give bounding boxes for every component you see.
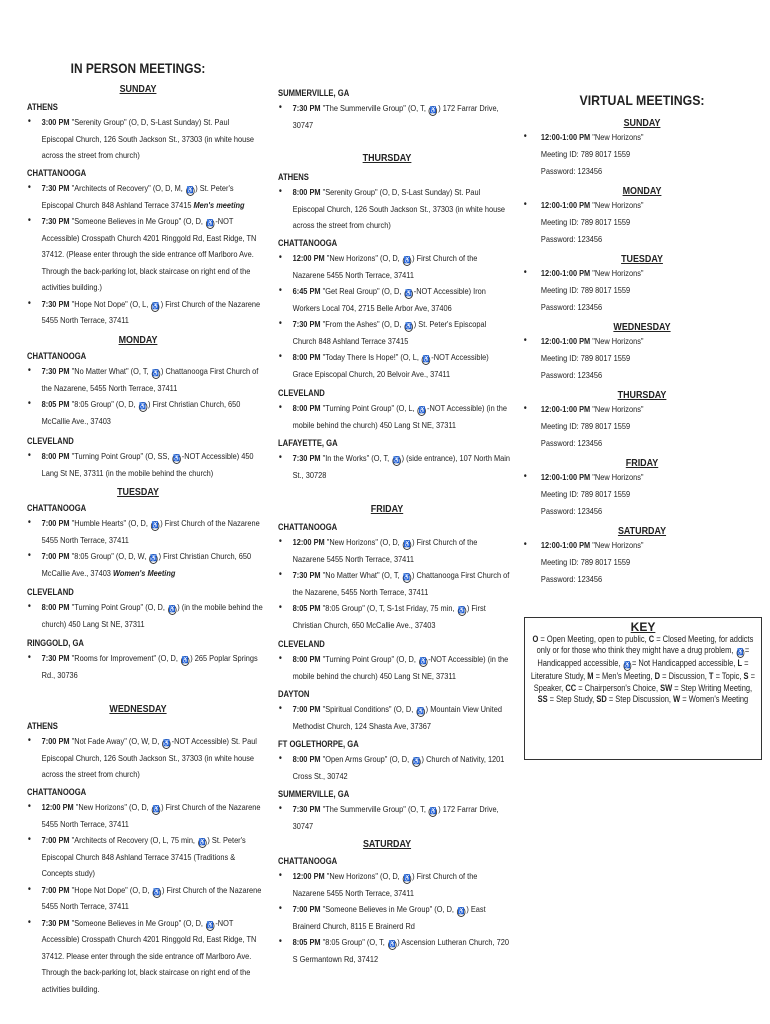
wheelchair-icon: ♿	[198, 839, 206, 846]
virtual-meeting-time: • 12:00-1:00 PM "New Horizons"	[522, 197, 770, 214]
day-heading-tuesday: TUESDAY	[117, 486, 159, 498]
wheelchair-icon: ♿	[412, 758, 420, 765]
friday-chattanooga	[278, 521, 510, 633]
in-person-title: IN PERSON MEETINGS:	[70, 61, 206, 76]
meeting-list	[278, 701, 502, 734]
meeting-id: Meeting ID: 789 8017 1559	[540, 216, 631, 227]
meeting-item: • 7:00 PM "Architects of Recovery (O, L, 75 min, ♿ ) St. Peter's Episcopal Church 848 Ashland Terrace 37415 (Traditions & Concepts study)	[27, 832, 263, 882]
city-heading: CLEVELAND	[278, 388, 325, 398]
meeting-item: • 7:00 PM "Someone Believes in Me Group" (O, D, ♿ ) East Brainerd Church, 8115 E Brainerd Rd	[278, 901, 510, 934]
meeting-list	[278, 751, 505, 784]
city-heading: CHATTANOOGA	[278, 238, 338, 248]
meeting-item: • 8:00 PM "Open Arms Group" (O, D, ♿ ) Church of Nativity, 1201 Cross St., 30742	[278, 751, 510, 784]
friday-ftoglethorpe	[278, 738, 505, 784]
meeting-list	[278, 801, 499, 834]
meeting-item: • 7:30 PM "Someone Believes in Me Group" (O, D, ♿ -NOT Accessible) Crosspath Church 4201 Ringgold Rd, East Ridge, TN 37412. Please enter through the side entrance off Marlboro Ave. Through the back-parking lot, black staircase on right end of the activities building.	[27, 915, 263, 998]
city-heading: CHATTANOOGA	[278, 522, 338, 532]
meeting-id: Meeting ID: 789 8017 1559	[540, 420, 631, 431]
wheelchair-icon: ♿	[181, 657, 189, 664]
virtual-meeting-time: • 12:00-1:00 PM "New Horizons"	[522, 401, 770, 418]
meeting-item: • 12:00 PM "New Horizons" (O, D, ♿ ) First Church of the Nazarene 5455 North Terrace, 37411	[278, 868, 510, 901]
thursday-chattanooga	[278, 237, 496, 382]
city-heading: CHATTANOOGA	[27, 787, 87, 797]
day-heading: FRIDAY	[625, 457, 659, 469]
virtual-meeting-time: • 12:00-1:00 PM "New Horizons"	[522, 469, 770, 486]
meeting-item: • 8:00 PM "Turning Point Group" (O, SS, ♿ -NOT Accessible) 450 Lang St NE, 37311 (in the mobile behind the church)	[27, 448, 263, 481]
city-heading: CHATTANOOGA	[27, 503, 87, 513]
friday-summerville	[278, 788, 499, 834]
meeting-password: Password: 123456	[540, 573, 603, 584]
wheelchair-icon: ♿	[429, 107, 437, 114]
meeting-item: • 7:00 PM "Not Fade Away" (O, W, D, ♿ -NOT Accessible) St. Paul Episcopal Church, 126 South Jackson St., 37303 (in white house across the street from church)	[27, 733, 263, 783]
city-heading: CHATTANOOGA	[27, 351, 87, 361]
meeting-item: • 7:00 PM "Hope Not Dope" (O, D, ♿ ) First Church of the Nazarene 5455 North Terrace, 37411	[27, 882, 263, 915]
meeting-item: • 7:30 PM "Hope Not Dope" (O, L, ♿ ) First Church of the Nazarene 5455 North Terrace, 37411	[27, 296, 263, 329]
key-title: KEY	[630, 620, 656, 634]
wheelchair-icon: ♿	[403, 574, 411, 581]
wheelchair-icon: ♿	[151, 522, 159, 529]
meeting-password: Password: 123456	[540, 301, 603, 312]
meeting-password: Password: 123456	[540, 437, 603, 448]
meeting-list	[27, 515, 260, 581]
virtual-meeting-time: • 12:00-1:00 PM "New Horizons"	[522, 537, 770, 554]
day-heading: TUESDAY	[621, 253, 663, 265]
wheelchair-icon: ♿	[139, 403, 147, 410]
meeting-item: • 7:30 PM "The Summerville Group" (O, T, ♿ ) 172 Farrar Drive, 30747	[278, 100, 510, 133]
city-heading: SUMMERVILLE, GA	[278, 88, 350, 98]
tuesday-ringgold	[27, 637, 258, 683]
wheelchair-icon: ♿	[405, 290, 413, 297]
virtual-meeting-time: • 12:00-1:00 PM "New Horizons"	[522, 265, 770, 282]
meeting-item: • 7:00 PM "Spiritual Conditions" (O, D, ♿ ) Mountain View United Methodist Church, 124 Shasta Ave, 37367	[278, 701, 510, 734]
meeting-item: • 7:30 PM "No Matter What" (O, T, ♿ ) Chattanooga First Church of the Nazarene, 5455 North Terrace, 37411	[27, 363, 263, 396]
meeting-list	[27, 733, 257, 783]
virtual-meeting-time: • 12:00-1:00 PM "New Horizons"	[522, 333, 770, 350]
meeting-list	[27, 599, 263, 632]
city-heading: ATHENS	[27, 102, 58, 112]
meeting-list	[278, 250, 496, 382]
wheelchair-icon: ♿	[405, 323, 413, 330]
meeting-id: Meeting ID: 789 8017 1559	[540, 488, 631, 499]
wednesday-athens	[27, 720, 257, 783]
virtual-wednesday	[522, 321, 762, 383]
wheelchair-icon: ♿	[422, 356, 430, 363]
wheelchair-icon: ♿	[153, 888, 161, 896]
meeting-item: • 8:00 PM "Serenity Group" (O, D, S-Last Sunday) St. Paul Episcopal Church, 126 South Jackson St., 37303 (in white house across the street from church)	[278, 184, 510, 234]
wheelchair-icon: ♿	[163, 740, 171, 747]
wheelchair-icon: ♿	[403, 541, 411, 548]
monday-cleveland	[27, 435, 254, 481]
meeting-id: Meeting ID: 789 8017 1559	[540, 556, 631, 567]
wheelchair-icon: ♿	[418, 407, 426, 414]
wheelchair-icon: ♿	[392, 457, 400, 464]
meeting-item: • 8:00 PM "Turning Point Group" (O, L, ♿ -NOT Accessible) (in the mobile behind the church) 450 Lang St NE, 37311	[278, 400, 510, 433]
meeting-list	[278, 651, 509, 684]
legend-key-box	[524, 617, 762, 760]
tuesday-chattanooga	[27, 502, 260, 581]
wheelchair-icon: ♿	[403, 257, 411, 264]
meeting-item: • 8:00 PM "Turning Point Group" (O, D, ♿ ) (in the mobile behind the church) 450 Lang St NE, 37311	[27, 599, 263, 632]
friday-cleveland	[278, 638, 509, 684]
sunday-chattanooga	[27, 167, 261, 329]
meeting-item: • 7:30 PM "In the Works" (O, T, ♿ ) (side entrance), 107 North Main St., 30728	[278, 450, 510, 483]
wheelchair-icon: ♿	[168, 606, 176, 613]
meeting-item: • 8:00 PM "Turning Point Group" (O, D, ♿ -NOT Accessible) (in the mobile behind the church) 450 Lang St NE, 37311	[278, 651, 510, 684]
meeting-item: • 7:30 PM "From the Ashes" (O, D, ♿ ) St. Peter's Episcopal Church 848 Ashland Terrace 37415	[278, 316, 510, 349]
city-heading: LAFAYETTE, GA	[278, 438, 338, 448]
meeting-list	[27, 363, 259, 429]
wheelchair-icon: ♿	[206, 220, 214, 227]
not-accessible-wheelchair-icon: ♿	[624, 662, 631, 670]
day-heading-thursday: THURSDAY	[362, 152, 412, 164]
day-heading: MONDAY	[622, 185, 662, 197]
meeting-item: • 12:00 PM "New Horizons" (O, D, ♿ ) First Church of the Nazarene 5455 North Terrace, 37411	[278, 534, 510, 567]
meeting-item: • 7:30 PM "Someone Believes in Me Group" (O, D, ♿ -NOT Accessible) Crosspath Church 4201 Ringgold Rd, East Ridge, TN 37412. (Please enter through the side entrance off Marlboro Ave. Through the back-parking lot, black staircase on right end of the activities building.)	[27, 213, 263, 296]
wednesday-chattanooga	[27, 786, 262, 997]
meeting-item: • 7:30 PM "Rooms for Improvement" (O, D, ♿ ) 265 Poplar Springs Rd., 30736	[27, 650, 263, 683]
meeting-password: Password: 123456	[540, 505, 603, 516]
wheelchair-icon: ♿	[152, 806, 160, 813]
meeting-list	[278, 868, 509, 967]
friday-dayton	[278, 688, 502, 734]
wheelchair-icon: ♿	[152, 302, 160, 310]
meeting-item: • 7:30 PM "Architects of Recovery" (O, D, M, ♿ ) St. Peter's Episcopal Church 848 Ashland Terrace 37415 Men's meeting	[27, 180, 263, 213]
thursday-lafayette	[278, 437, 511, 483]
wheelchair-icon: ♿	[457, 908, 465, 915]
day-heading: SUNDAY	[623, 117, 661, 129]
meeting-list	[278, 450, 511, 483]
day-heading-saturday: SATURDAY	[362, 838, 412, 850]
meeting-list	[27, 448, 254, 481]
city-heading: ATHENS	[27, 721, 58, 731]
meeting-list	[27, 180, 261, 329]
city-heading: ATHENS	[278, 172, 309, 182]
day-heading-monday: MONDAY	[118, 334, 158, 346]
wheelchair-icon: ♿	[403, 875, 411, 882]
wheelchair-icon: ♿	[150, 555, 158, 562]
meeting-item: • 8:00 PM "Today There Is Hope!" (O, L, ♿ -NOT Accessible) Grace Episcopal Church, 20 Belvoir Ave., 37411	[278, 349, 510, 382]
virtual-saturday	[522, 525, 762, 587]
virtual-sunday	[522, 117, 762, 179]
wheelchair-icon: ♿	[417, 708, 425, 715]
meeting-list	[278, 400, 508, 433]
meeting-item: • 12:00 PM "New Horizons" (O, D, ♿ ) First Church of the Nazarene 5455 North Terrace, 37411	[278, 250, 510, 283]
sunday-athens	[27, 101, 255, 164]
meeting-item: • 7:30 PM "No Matter What" (O, T, ♿ ) Chattanooga First Church of the Nazarene, 5455 North Terrace, 37411	[278, 567, 510, 600]
day-heading-wednesday: WEDNESDAY	[109, 703, 167, 715]
meeting-password: Password: 123456	[540, 369, 603, 380]
meeting-list	[27, 650, 258, 683]
wheelchair-icon: ♿	[173, 455, 181, 462]
sunday-summerville	[278, 87, 499, 133]
meeting-id: Meeting ID: 789 8017 1559	[540, 148, 631, 159]
city-heading: SUMMERVILLE, GA	[278, 789, 350, 799]
virtual-friday	[522, 457, 762, 519]
meeting-item: • 8:05 PM "8:05 Group" (O, T, ♿ ) Ascension Lutheran Church, 720 S Germantown Rd, 37412	[278, 934, 510, 967]
day-heading-sunday: SUNDAY	[119, 83, 157, 95]
city-heading: CLEVELAND	[27, 587, 74, 597]
wheelchair-icon: ♿	[206, 921, 214, 929]
meeting-list	[278, 534, 510, 633]
wheelchair-icon: ♿	[388, 941, 396, 948]
meeting-password: Password: 123456	[540, 165, 603, 176]
city-heading: DAYTON	[278, 689, 310, 699]
thursday-cleveland	[278, 387, 508, 433]
wheelchair-icon: ♿	[419, 658, 427, 665]
virtual-title: VIRTUAL MEETINGS:	[579, 92, 705, 108]
day-heading: WEDNESDAY	[613, 321, 671, 333]
city-heading: CLEVELAND	[278, 639, 325, 649]
day-heading: THURSDAY	[617, 389, 667, 401]
wheelchair-icon: ♿	[186, 187, 194, 194]
meeting-id: Meeting ID: 789 8017 1559	[540, 352, 631, 363]
virtual-thursday	[522, 389, 762, 451]
meeting-item: • 7:00 PM "Humble Hearts" (O, D, ♿ ) First Church of the Nazarene 5455 North Terrace, 37411	[27, 515, 263, 548]
meeting-item: • 8:05 PM "8:05 Group" (O, T, S-1st Friday, 75 min, ♿ ) First Christian Church, 650 McCallie Ave., 37403	[278, 600, 510, 633]
meeting-item: • 6:45 PM "Get Real Group" (O, D, ♿ -NOT Accessible) Iron Workers Local 704, 2715 Belle Arbor Ave, 37406	[278, 283, 510, 316]
day-heading-friday: FRIDAY	[370, 503, 404, 515]
meeting-password: Password: 123456	[540, 233, 603, 244]
wheelchair-icon: ♿	[429, 808, 437, 815]
city-heading: CHATTANOOGA	[27, 168, 87, 178]
tuesday-cleveland	[27, 586, 263, 632]
meeting-list	[278, 184, 506, 234]
key-definitions: O = Open Meeting, open to public, C = Closed Meeting, for addicts only or for those who think they might have a drug problem, ♿= Handicapped accessible, ♿= Not Handicapped accessible, L = Literature Study, M = Men's Meeting, D = Discussion, T = Topic, S = Speaker, CC = Chairperson's Choice, SW = Step Writing Meeting, SS = Step Study, SD = Step Discussion, W = Women's Meeting	[530, 634, 756, 705]
saturday-chattanooga	[278, 855, 509, 967]
city-heading: RINGGOLD, GA	[27, 638, 84, 648]
city-heading: CLEVELAND	[27, 436, 74, 446]
wheelchair-icon: ♿	[152, 370, 160, 377]
monday-chattanooga	[27, 350, 259, 429]
virtual-meeting-time: • 12:00-1:00 PM "New Horizons"	[522, 129, 770, 146]
meeting-list	[27, 114, 255, 164]
city-heading: CHATTANOOGA	[278, 856, 338, 866]
wheelchair-icon: ♿	[458, 607, 466, 614]
meeting-item: • 7:00 PM "8:05 Group" (O, D, W, ♿ ) First Christian Church, 650 McCallie Ave., 37403 Women's Meeting	[27, 548, 263, 581]
city-heading: FT OGLETHORPE, GA	[278, 739, 359, 749]
meeting-item: • 12:00 PM "New Horizons" (O, D, ♿ ) First Church of the Nazarene 5455 North Terrace, 37411	[27, 799, 263, 832]
wheelchair-icon: ♿	[737, 649, 744, 657]
meeting-item: • 3:00 PM "Serenity Group" (O, D, S-Last Sunday) St. Paul Episcopal Church, 126 South Jackson St., 37303 (in white house across the street from church)	[27, 114, 263, 164]
meeting-item: • 8:05 PM "8:05 Group" (O, D, ♿ ) First Christian Church, 650 McCallie Ave., 37403	[27, 396, 263, 429]
meeting-list	[27, 799, 262, 997]
meeting-item: • 7:30 PM "The Summerville Group" (O, T, ♿ ) 172 Farrar Drive, 30747	[278, 801, 510, 834]
day-heading: SATURDAY	[617, 525, 667, 537]
meeting-id: Meeting ID: 789 8017 1559	[540, 284, 631, 295]
thursday-athens	[278, 171, 506, 234]
virtual-tuesday	[522, 253, 762, 315]
meeting-list	[278, 100, 499, 133]
virtual-monday	[522, 185, 762, 247]
